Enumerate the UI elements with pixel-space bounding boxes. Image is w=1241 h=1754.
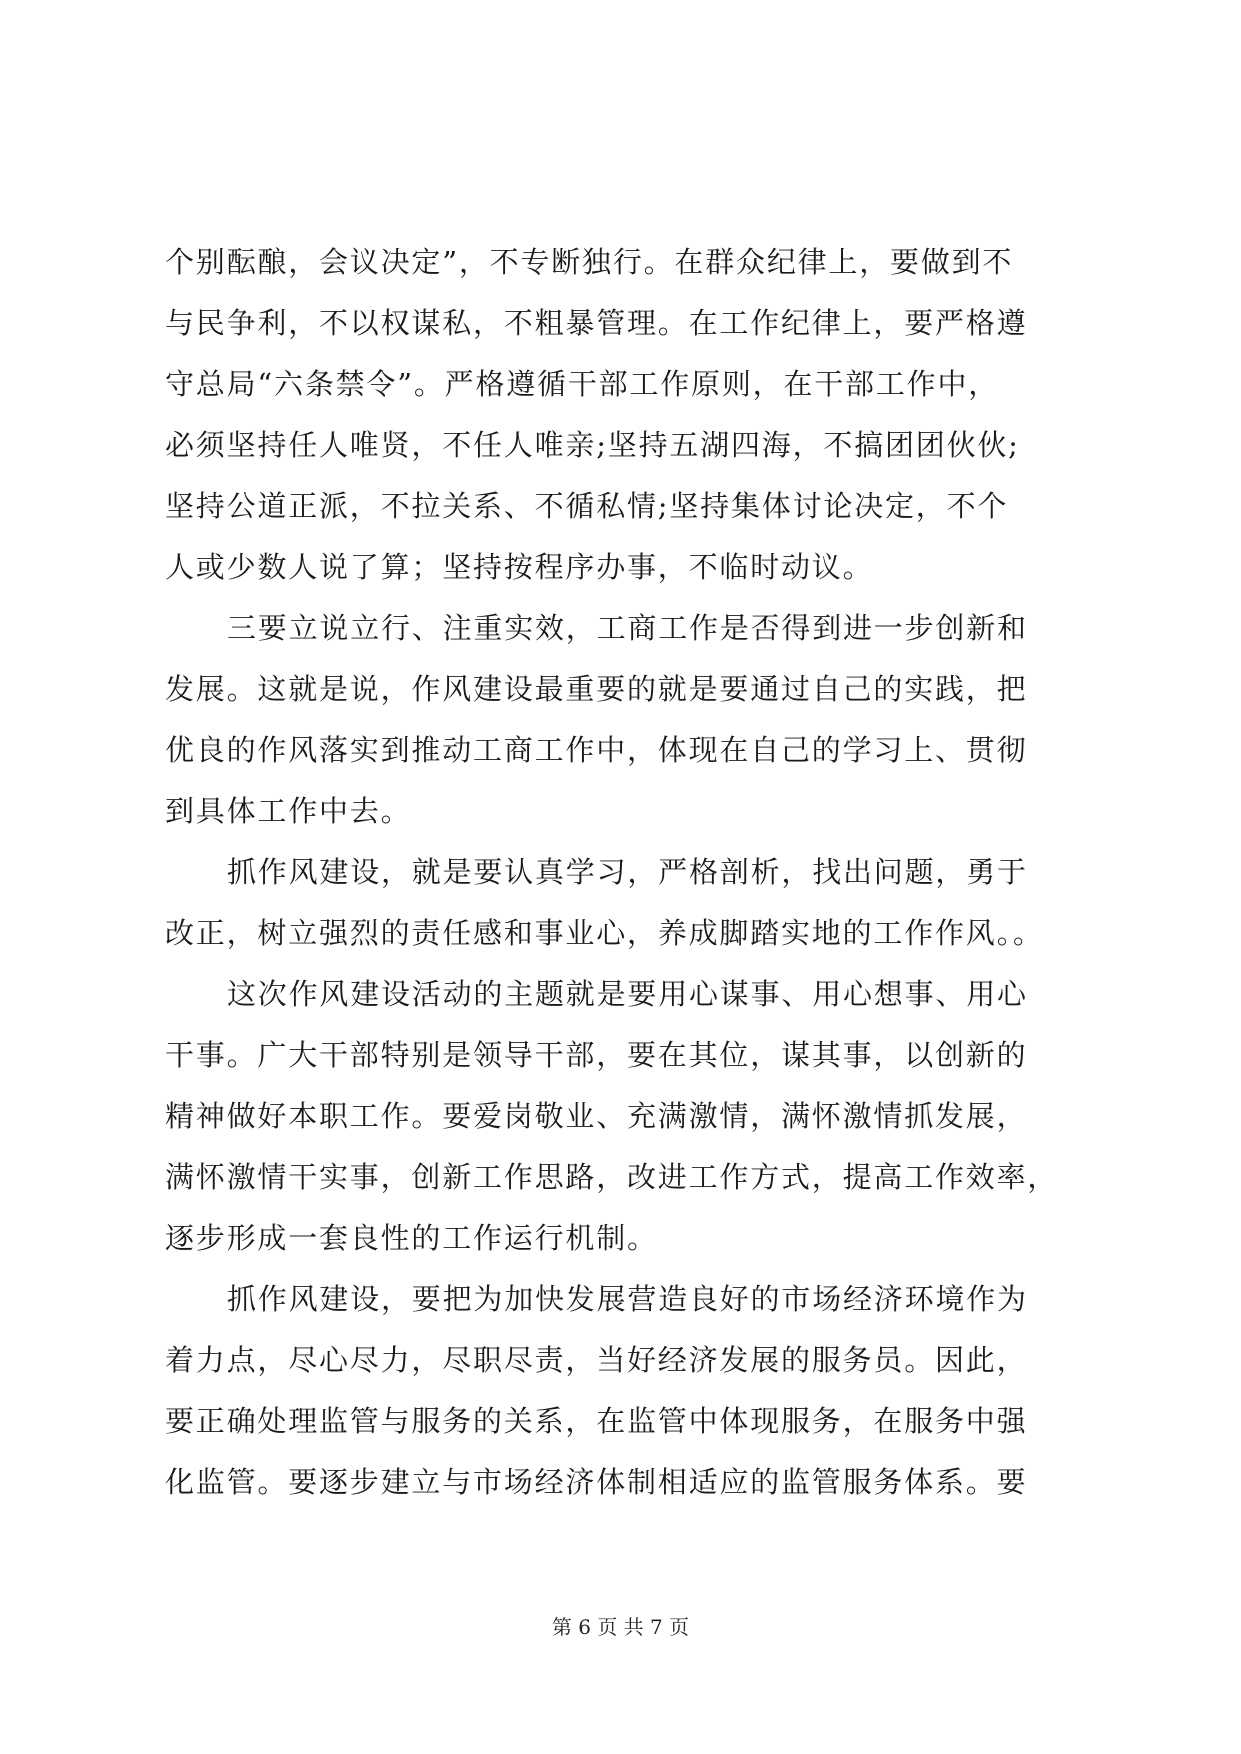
text-line: 人或少数人说了算；坚持按程序办事，不临时动议。 [165,550,874,584]
paragraph [165,598,1085,842]
text-line: 必须坚持任人唯贤，不任人唯亲;坚持五湖四海，不搞团团伙伙; [165,428,1020,462]
text-line: 干事。广大干部特别是领导干部，要在其位，谋其事，以创新的 [165,1038,1028,1072]
text-line: 满怀激情干实事，创新工作思路，改进工作方式，提高工作效率， [165,1160,1059,1194]
text-line: 与民争利，不以权谋私，不粗暴管理。在工作纪律上，要严格遵 [165,306,1028,340]
text-line: 化监管。要逐步建立与市场经济体制相适应的监管服务体系。要 [165,1465,1028,1499]
body-text [165,232,1085,1513]
text-line: 改正，树立强烈的责任感和事业心，养成脚踏实地的工作作风。。 [165,916,1044,950]
text-line: 优良的作风落实到推动工商工作中，体现在自己的学习上、贯彻 [165,733,1028,767]
text-line: 三要立说立行、注重实效，工商工作是否得到进一步创新和 [227,611,1028,645]
page-footer [0,1614,1241,1640]
text-line: 发展。这就是说，作风建设最重要的就是要通过自己的实践，把 [165,672,1028,706]
text-line: 着力点，尽心尽力，尽职尽责，当好经济发展的服务员。因此， [165,1343,1028,1377]
text-line: 精神做好本职工作。要爱岗敬业、充满激情，满怀激情抓发展， [165,1099,1028,1133]
text-line: 这次作风建设活动的主题就是要用心谋事、用心想事、用心 [227,977,1028,1011]
paragraph [165,964,1085,1269]
text-line: 要正确处理监管与服务的关系，在监管中体现服务，在服务中强 [165,1404,1028,1438]
text-line: 守总局“六条禁令”。严格遵循干部工作原则，在干部工作中， [165,367,1000,401]
text-line: 到具体工作中去。 [165,794,412,828]
page-number-label: 第 6 页 共 7 页 [551,1615,690,1639]
paragraph [165,842,1085,964]
paragraph [165,1269,1085,1513]
text-line: 坚持公道正派，不拉关系、不循私情;坚持集体讨论决定，不个 [165,489,1009,523]
text-line: 逐步形成一套良性的工作运行机制。 [165,1221,658,1255]
text-line: 个别酝酿，会议决定”，不专断独行。在群众纪律上，要做到不 [165,245,1014,279]
paragraph [165,232,1085,598]
text-line: 抓作风建设，要把为加快发展营造良好的市场经济环境作为 [227,1282,1028,1316]
text-line: 抓作风建设，就是要认真学习，严格剖析，找出问题，勇于 [227,855,1028,889]
